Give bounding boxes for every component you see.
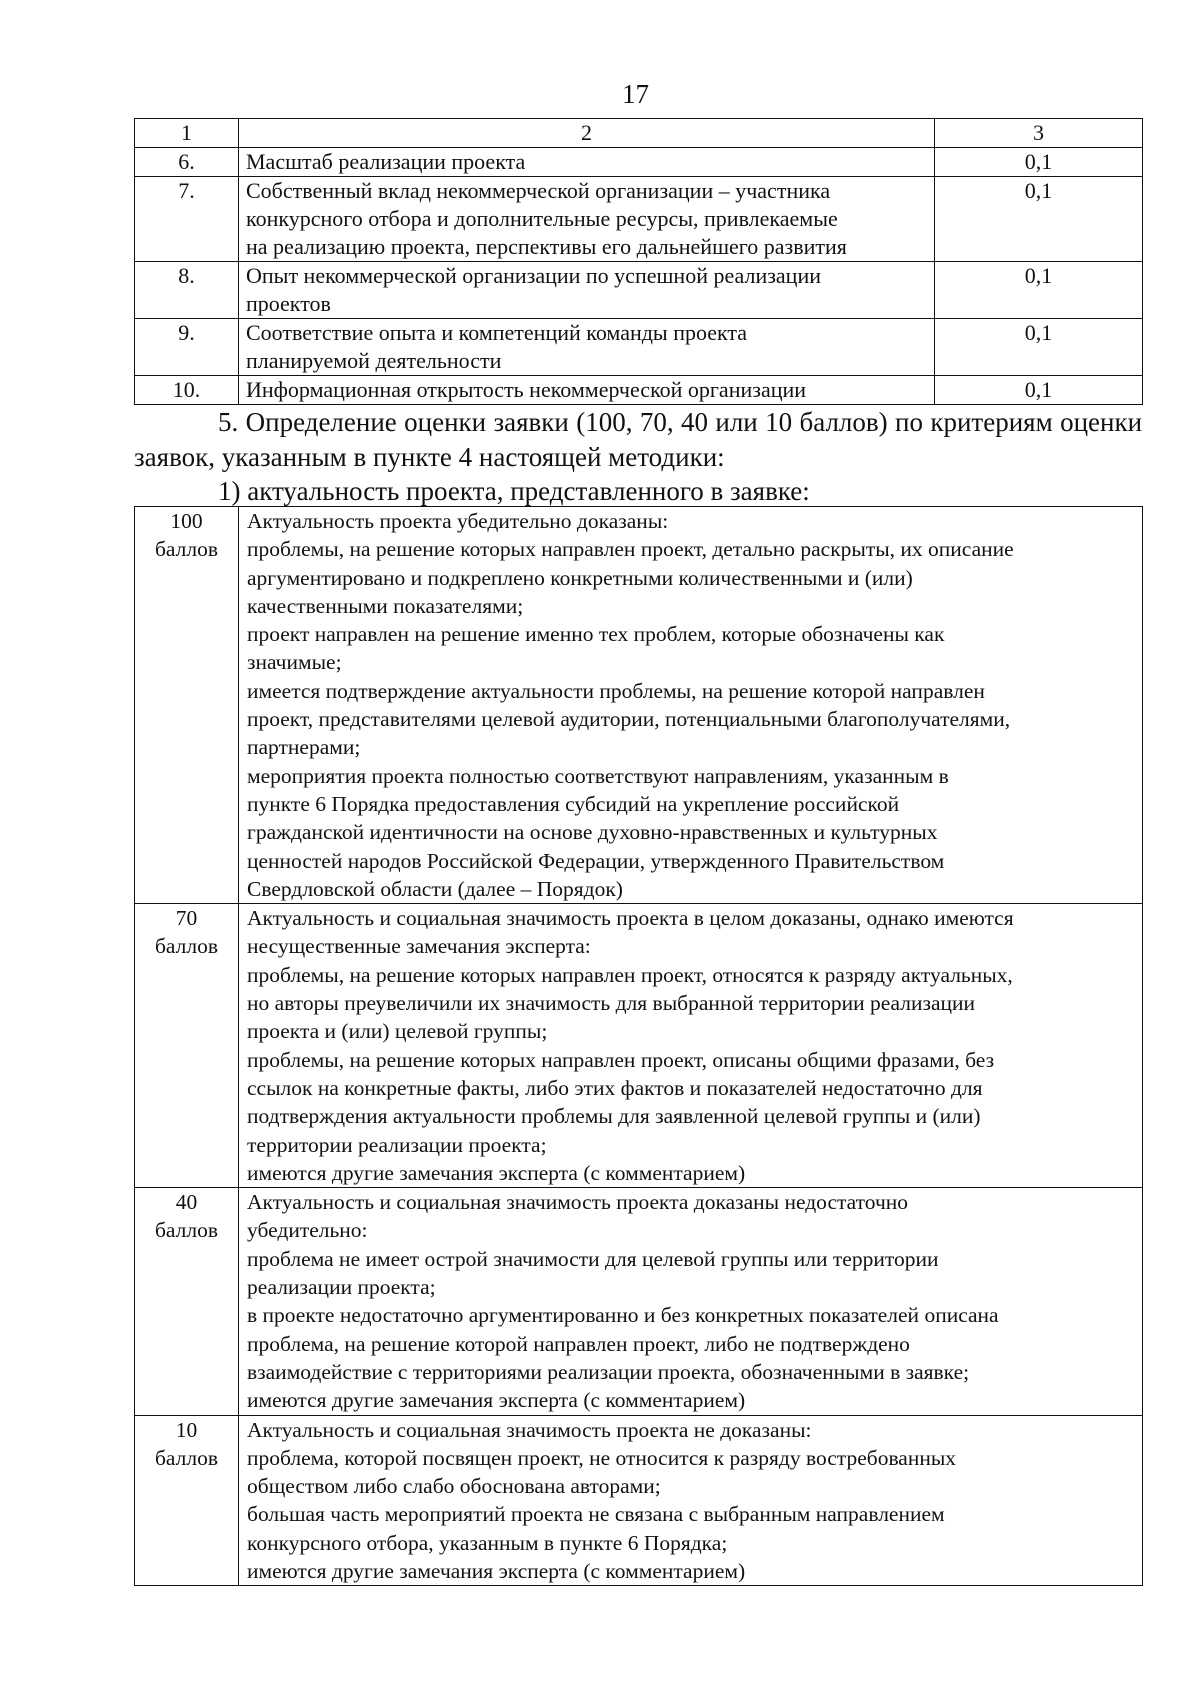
text-line: проект, представителями целевой аудитории, потенциальными благополучателями, (247, 707, 1011, 732)
text-line: конкурсного отбора, указанным в пункте 6 Порядка; (247, 1530, 728, 1555)
score-row (135, 904, 1143, 1188)
weight-value: 0,1 (935, 262, 1143, 319)
criterion-text (239, 376, 935, 405)
text-line: территории реализации проекта; (247, 1132, 547, 1157)
text-line: аргументировано и подкреплено конкретными количественными и (или) (247, 565, 913, 590)
score-value: 70 (175, 906, 198, 931)
text-line: гражданской идентичности на основе духовно-нравственных и культурных (247, 820, 938, 845)
text-line: несущественные замечания эксперта: (247, 934, 591, 959)
row-number: 10. (135, 376, 239, 405)
criterion-text (239, 177, 935, 262)
row-number: 7. (135, 177, 239, 262)
weight-value: 0,1 (935, 177, 1143, 262)
text-line: имеется подтверждение актуальности проблемы, на решение которой направлен (247, 678, 985, 703)
score-cell (135, 507, 239, 904)
score-cell (135, 1188, 239, 1415)
text-line: ценностей народов Российской Федерации, утвержденного Правительством (247, 848, 945, 873)
text-line: партнерами; (247, 735, 361, 760)
table-row (135, 376, 1143, 405)
header-cell: 3 (935, 119, 1143, 148)
text-line: Актуальность и социальная значимость проекта не доказаны: (247, 1417, 812, 1442)
text-line: Информационная открытость некоммерческой организации (246, 377, 807, 402)
text-line: убедительно: (247, 1218, 368, 1243)
score-unit: баллов (154, 537, 219, 562)
score-unit: баллов (154, 1218, 219, 1243)
row-number: 8. (135, 262, 239, 319)
text-line: мероприятия проекта полностью соответствуют направлениям, указанным в (247, 763, 949, 788)
text-line: подтверждения актуальности проблемы для заявленной целевой группы и (или) (247, 1104, 981, 1129)
row-number: 9. (135, 319, 239, 376)
paragraph-line: оценки заявок, указанным в пункте 4 настоящей методики: (134, 407, 1143, 472)
table-header-row (135, 119, 1143, 148)
text-line: большая часть мероприятий проекта не связана с выбранным направлением (247, 1502, 945, 1527)
criterion-text (239, 262, 935, 319)
text-line: реализации проекта; (247, 1275, 436, 1300)
criterion-text (239, 319, 935, 376)
text-line: Опыт некоммерческой организации по успешной реализации (246, 263, 821, 288)
text-line: проблема, на решение которой направлен проект, либо не подтверждено (247, 1331, 910, 1356)
row-number: 6. (135, 148, 239, 177)
text-line: Актуальность и социальная значимость проекта в целом доказаны, однако имеются (247, 906, 1014, 931)
text-line: проблемы, на решение которых направлен проект, относятся к разряду актуальных, (247, 962, 1013, 987)
score-description (239, 1188, 1143, 1415)
header-cell: 1 (135, 119, 239, 148)
score-row (135, 1415, 1143, 1586)
text-line: Актуальность проекта убедительно доказаны: (247, 509, 669, 533)
text-line: в проекте недостаточно аргументированно и без конкретных показателей описана (247, 1303, 999, 1328)
text-line: качественными показателями; (247, 593, 524, 618)
text-line: имеются другие замечания эксперта (с комментарием) (247, 1558, 746, 1583)
score-unit: баллов (154, 1445, 219, 1470)
text-line: проблема не имеет острой значимости для целевой группы или территории (247, 1246, 939, 1271)
text-line: проблемы, на решение которых направлен проект, детально раскрыты, их описание (247, 537, 1014, 562)
text-line: взаимодействие с территориями реализации проекта, обозначенными в заявке; (247, 1359, 970, 1384)
weight-value: 0,1 (935, 319, 1143, 376)
score-description (239, 904, 1143, 1188)
text-line: значимые; (247, 650, 342, 675)
text-line: имеются другие замечания эксперта (с комментарием) (247, 1160, 746, 1185)
score-value: 40 (175, 1190, 198, 1215)
text-line: пункте 6 Порядка предоставления субсидий на укрепление российской (247, 791, 900, 816)
text-line: обществом либо слабо обоснована авторами; (247, 1474, 661, 1499)
text-line: но авторы преувеличили их значимость для выбранной территории реализации (247, 991, 976, 1016)
score-value: 100 (170, 509, 203, 533)
text-line: Масштаб реализации проекта (246, 149, 526, 174)
text-line: Собственный вклад некоммерческой организации – участника (246, 178, 831, 203)
header-cell: 2 (239, 119, 935, 148)
score-value: 10 (175, 1417, 198, 1442)
text-line: проект направлен на решение именно тех проблем, которые обозначены как (247, 622, 945, 647)
paragraph-line: 5. Определение оценки заявки (100, 70, 40 или 10 баллов) по критериям (218, 407, 1053, 437)
section-paragraph (134, 405, 1142, 475)
text-line: проблемы, на решение которых направлен проект, описаны общими фразами, без (247, 1047, 995, 1072)
weight-value: 0,1 (935, 148, 1143, 177)
criterion-text (239, 148, 935, 177)
text-line: Актуальность и социальная значимость проекта доказаны недостаточно (247, 1190, 909, 1215)
table-row (135, 177, 1143, 262)
text-line: проблема, которой посвящен проект, не относится к разряду востребованных (247, 1445, 957, 1470)
text-line: конкурсного отбора и дополнительные ресурсы, привлекаемые (246, 206, 838, 231)
table-row (135, 148, 1143, 177)
score-unit: баллов (154, 934, 219, 959)
text-line: проекта и (или) целевой группы; (247, 1019, 548, 1044)
score-cell (135, 1415, 239, 1586)
score-row (135, 507, 1143, 904)
table-row (135, 262, 1143, 319)
score-row (135, 1188, 1143, 1415)
scoring-table (134, 506, 1143, 1586)
text-line: Соответствие опыта и компетенций команды проекта (246, 320, 748, 345)
page-number: 17 (622, 79, 649, 109)
criteria-weights-table (134, 118, 1143, 405)
text-line: имеются другие замечания эксперта (с комментарием) (247, 1388, 746, 1413)
text-line: планируемой деятельности (246, 348, 502, 373)
text-line: проектов (246, 291, 331, 316)
subheading: 1) актуальность проекта, представленного в заявке: (218, 476, 810, 506)
table-row (135, 319, 1143, 376)
text-line: ссылок на конкретные факты, либо этих фактов и показателей недостаточно для (247, 1075, 983, 1100)
weight-value: 0,1 (935, 376, 1143, 405)
text-line: Свердловской области (далее – Порядок) (247, 876, 623, 901)
score-cell (135, 904, 239, 1188)
text-line: на реализацию проекта, перспективы его дальнейшего развития (246, 234, 847, 259)
score-description (239, 1415, 1143, 1586)
score-description (239, 507, 1143, 904)
